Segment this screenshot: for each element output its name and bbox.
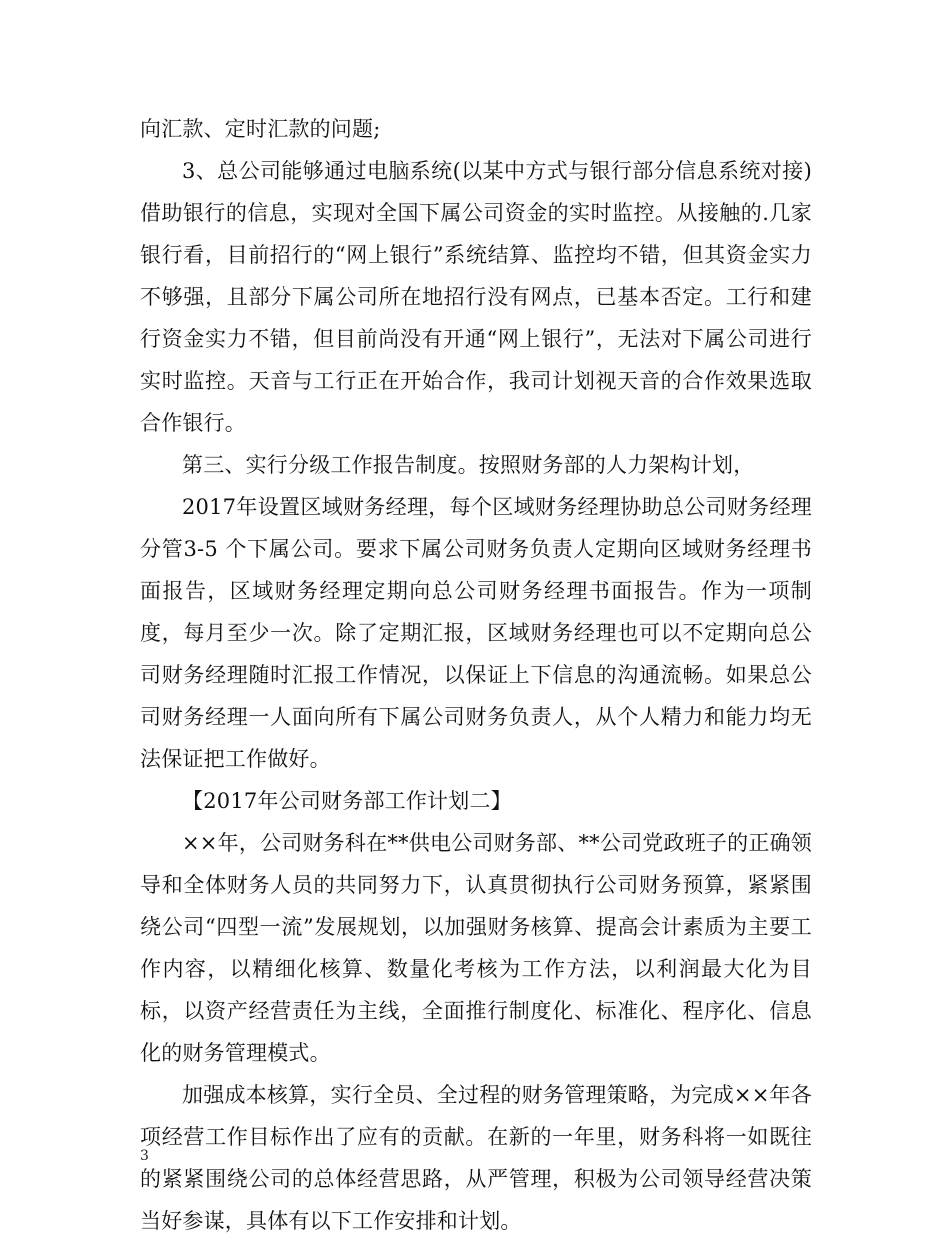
paragraph-2: 3、总公司能够通过电脑系统(以某中方式与银行部分信息系统对接)借助银行的信息，实现对全国下属公司资金的实时监控。从接触的.几家银行看，目前招行的“网上银行”系统结算、监控均不错，但其资金实力不够强，且部分下属公司所在地招行没有网点，已基本否定。工行和建行资金实力不错，但目前尚没有开通“网上银行”，无法对下属公司进行实时监控。天音与工行正在开始合作，我司计划视天音的合作效果选取合作银行。 <box>140 159 812 435</box>
page-number: 3 <box>140 1148 149 1164</box>
paragraph-5: ××年，公司财务科在**供电公司财务部、**公司党政班子的正确领导和全体财务人员的共同努力下，认真贯彻执行公司财务预算，紧紧围绕公司“四型一流”发展规划，以加强财务核算、提高会计素质为主要工作内容，以精细化核算、数量化考核为工作方法，以利润最大化为目标，以资产经营责任为主线，全面推行制度化、标准化、程序化、信息化的财务管理模式。 <box>140 831 812 1065</box>
document-body <box>140 108 812 1242</box>
paragraph-3: 第三、实行分级工作报告制度。按照财务部的人力架构计划， <box>182 453 755 477</box>
paragraph-6: 加强成本核算，实行全员、全过程的财务管理策略，为完成××年各项经营工作目标作出了应有的贡献。在新的一年里，财务科将一如既往的紧紧围绕公司的总体经营思路，从严管理，积极为公司领导经营决策当好参谋，具体有以下工作安排和计划。 <box>140 1083 812 1233</box>
section-heading: 【2017年公司财务部工作计划二】 <box>182 789 512 813</box>
paragraph-4: 2017年设置区域财务经理，每个区域财务经理协助总公司财务经理分管3-5 个下属公司。要求下属公司财务负责人定期向区域财务经理书面报告，区域财务经理定期向总公司财务经理书面报告。作为一项制度，每月至少一次。除了定期汇报，区域财务经理也可以不定期向总公司财务经理随时汇报工作情况，以保证上下信息的沟通流畅。如果总公司财务经理一人面向所有下属公司财务负责人，从个人精力和能力均无法保证把工作做好。 <box>140 495 812 771</box>
paragraph-1: 向汇款、定时汇款的问题; <box>140 117 381 141</box>
